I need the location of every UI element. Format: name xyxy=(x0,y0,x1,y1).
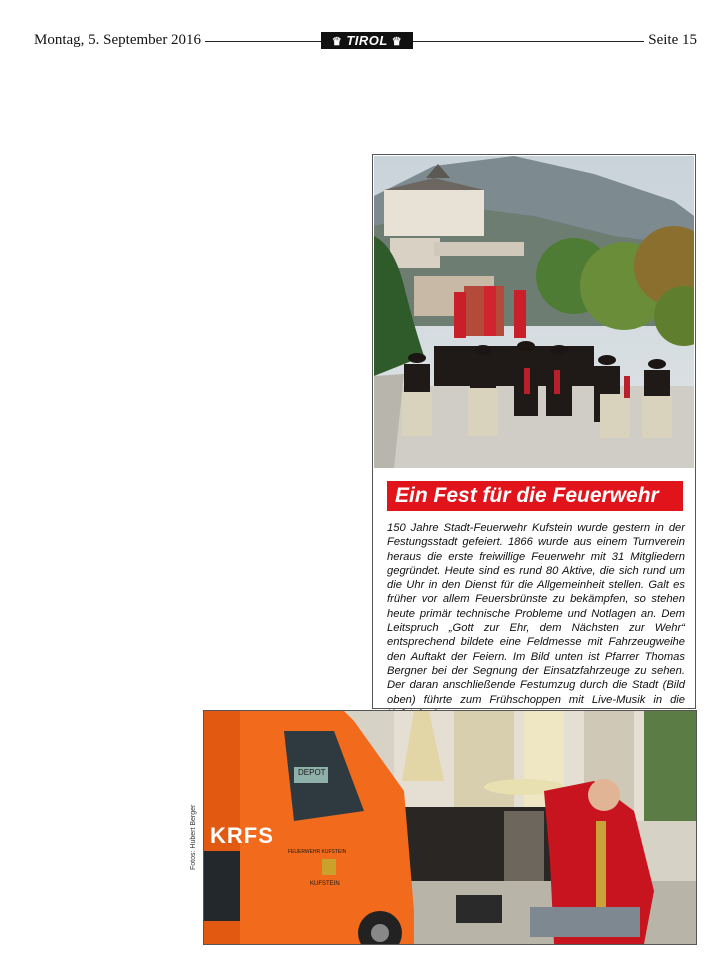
header-rule xyxy=(194,41,647,42)
crown-icon: ♛ xyxy=(391,36,403,48)
page-number: Seite 15 xyxy=(644,32,697,49)
issue-date: Montag, 5. September 2016 xyxy=(34,32,205,49)
section-logo xyxy=(321,32,413,49)
blessing-photo xyxy=(203,710,697,945)
article-body: 150 Jahre Stadt-Feuerwehr Kufstein wurde gestern in der Festungsstadt gefeiert. 1866 wurde aus einem Turnverein heraus die erste freiwillige Feuerwehr mit 31 Mitgliedern gegründet. Heute sind es rund 80 Aktive, die sich rund um die Uhr in den Dienst für die Allgemeinheit stellen. Galt es früher vor allem Feuersbrünste zu bekämpfen, so stehen heute primär technische Probleme und Notlagen an. Dem Leitspruch „Gott zur Ehr, dem Nächsten zur Wehr“ entsprechend bildete eine Feldmesse mit Fahrzeugweihe den Auftakt der Feiern. Im Bild unten ist Pfarrer Thomas Bergner bei der Segnung der Einsatzfahrzeuge zu sehen. Der daran anschließende Festumzug durch die Stadt (Bild oben) führte zum Frühschoppen mit Live-Musik in die xyxy=(387,522,685,706)
truck-city-lettering: KUFSTEIN xyxy=(310,881,340,887)
parade-photo xyxy=(374,156,694,468)
crown-icon: ♛ xyxy=(331,36,343,48)
depot-sign: DEPOT xyxy=(298,768,326,777)
article-headline: Ein Fest für die Feuerwehr xyxy=(387,481,683,511)
parade-illustration xyxy=(374,156,694,468)
truck-door-lettering: FEUERWEHR KUFSTEIN xyxy=(288,849,347,855)
page-header xyxy=(34,30,697,52)
truck-lettering: KRFS xyxy=(210,823,274,848)
article-box xyxy=(372,154,696,709)
photo-credit: Fotos: Hubert Berger xyxy=(190,804,197,870)
blessing-illustration xyxy=(204,711,696,944)
section-logo-text: TIROL xyxy=(346,33,388,48)
